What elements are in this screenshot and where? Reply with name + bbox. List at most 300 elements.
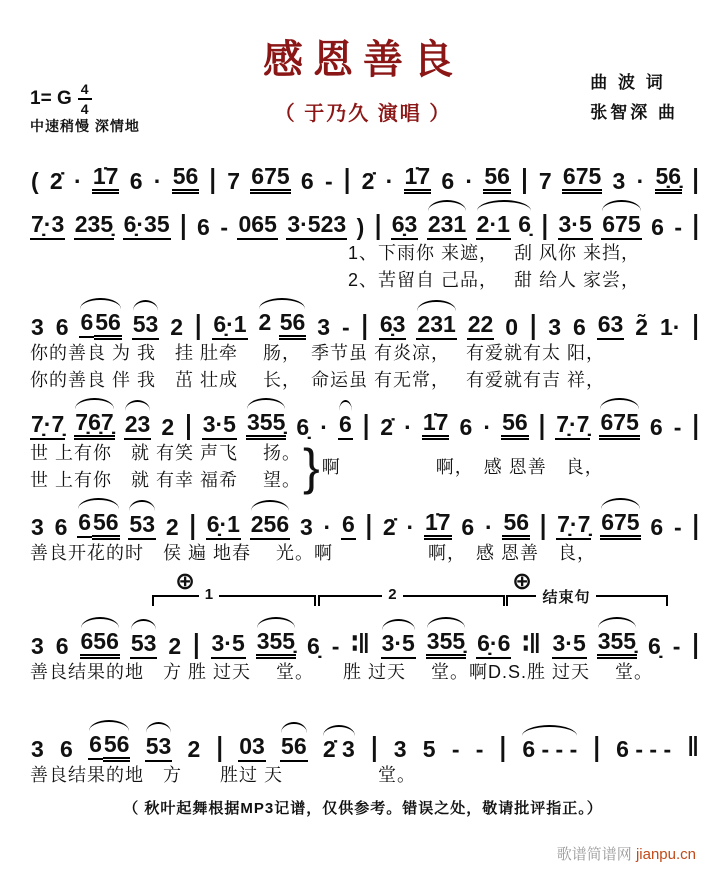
notation-cell (502, 509, 530, 540)
slur-arc (281, 722, 307, 733)
notation-cell (365, 508, 373, 540)
note-token: | (538, 408, 546, 440)
notation-cell (124, 411, 152, 440)
notation-cell (393, 736, 408, 762)
notation-cell (476, 630, 511, 659)
note-token: 0 (505, 313, 519, 340)
note-token: - (324, 167, 333, 194)
note-token: | (193, 627, 200, 659)
slur-arc (129, 500, 155, 511)
notation-cell (422, 736, 437, 762)
note-token: 7̣·7̣ (555, 411, 590, 440)
notation-cell (362, 408, 370, 440)
notation-cell (484, 514, 494, 540)
note-token: 53 (145, 733, 173, 762)
footer-note: （ 秋叶起舞根据MP3记谱，仅供参考。错误之处，敬请批评指正。） (123, 800, 603, 817)
notation-cell (440, 168, 455, 194)
notation-cell (209, 162, 217, 194)
notation-cell (323, 514, 333, 540)
notation-cell (79, 309, 121, 340)
note-token: 3 (317, 313, 331, 340)
note-token: 6 (338, 411, 353, 440)
notation-line-5 (30, 494, 700, 540)
note-token: 6 (197, 213, 210, 240)
note-token: 2̃ (635, 313, 649, 340)
note-token: ∶‖ (351, 627, 370, 659)
note-token: 3 (31, 313, 44, 340)
note-token: | (209, 162, 216, 194)
note-token: 3 (548, 313, 562, 340)
note-token: | (521, 162, 528, 194)
note-token: 3·523 (286, 211, 347, 240)
notation-cell (467, 311, 495, 340)
note-token: · (404, 413, 412, 440)
notation-cell (601, 211, 641, 240)
note-token: | (343, 162, 351, 194)
notation-cell (403, 414, 413, 440)
notation-cell (600, 509, 640, 540)
time-signature-top: 4 (78, 82, 92, 100)
notation-cell (406, 514, 416, 540)
note-token: 56 (501, 409, 529, 440)
note-token: | (361, 308, 368, 340)
system-2 (0, 194, 726, 294)
note-token: - (331, 632, 340, 659)
notation-cell (211, 630, 246, 659)
lyric-line: 善良开花的时 侯 遍 地春 光。啊 啊， 感 恩善 良， (30, 543, 597, 563)
watermark-site-name: 歌谱简谱网 (556, 846, 636, 863)
note-token: | (194, 308, 202, 340)
notation-cell (464, 168, 474, 194)
notation-cell (338, 411, 353, 440)
note-token: 6 (341, 511, 356, 540)
notation-cell (188, 508, 196, 540)
notation-cell (130, 630, 158, 659)
notation-cell (647, 633, 662, 659)
notation-cell (381, 630, 416, 659)
notation-line-1 (30, 148, 700, 194)
note-token: | (692, 308, 699, 340)
notation-line-4 (30, 394, 700, 440)
note-token: 2 (165, 513, 179, 540)
note-token: 56 (279, 309, 307, 340)
notation-cell (391, 211, 419, 240)
notation-cell (615, 736, 672, 762)
notation-cell (691, 162, 699, 194)
notation-cell (246, 409, 286, 440)
notation-cell (529, 308, 537, 340)
note-token: 56 (94, 309, 122, 340)
notation-cell (691, 308, 699, 340)
notation-cell (88, 731, 130, 762)
note-token: 1· (659, 313, 681, 340)
notation-cell (300, 168, 315, 194)
lyric-line: 你的善良 为 我 挂 肚牵 肠， 季节虽 有炎凉， 有爱就有太 阳， (30, 343, 606, 363)
notation-cell (250, 511, 290, 540)
note-token: 355̣ (597, 628, 637, 659)
notation-cell (691, 408, 699, 440)
coda-icon: ⊕ (512, 568, 533, 595)
note-token: 2̇ (49, 167, 63, 194)
note-token: 6̣ (648, 632, 661, 659)
note-token: 235̣ (74, 211, 114, 240)
notation-cell (286, 211, 347, 240)
note-token: 22 (467, 311, 495, 340)
note-token: | (374, 208, 382, 240)
volta-label-1: 1 (199, 586, 219, 603)
notation-cell (426, 628, 466, 659)
note-token: - (672, 632, 681, 659)
notation-cell (54, 514, 69, 540)
notation-cell (541, 208, 549, 240)
note-token: 6 - - - (522, 735, 578, 762)
note-token: · (320, 413, 328, 440)
notation-cell (416, 311, 456, 340)
note-token: - (475, 735, 484, 762)
notation-cell (30, 736, 45, 762)
lyric-block (30, 440, 700, 494)
notation-cell (634, 314, 649, 340)
note-token: - (220, 213, 228, 240)
note-token: | (692, 508, 699, 540)
notation-cell (187, 736, 202, 762)
slur-arc (81, 617, 119, 628)
note-token: 2 (168, 632, 182, 659)
slur-arc (125, 400, 151, 411)
note-token: · (323, 513, 332, 540)
slur-arc (601, 498, 639, 509)
note-token: 6 (79, 309, 94, 338)
notation-cell (370, 730, 378, 762)
notation-cell (424, 509, 452, 540)
watermark-domain: jianpu.cn (635, 846, 696, 863)
note-token: 355̣ (246, 409, 286, 440)
slur-arc (78, 498, 118, 509)
notation-cell (649, 414, 664, 440)
notation-cell (202, 411, 237, 440)
notation-cell (316, 314, 331, 340)
slur-arc (427, 617, 465, 628)
slur-arc (382, 619, 415, 630)
performer-subtitle: （ 于乃久 演唱 ） (274, 103, 452, 125)
notation-cell (59, 736, 74, 762)
note-token: 2 (170, 313, 184, 340)
notation-cell (385, 168, 395, 194)
note-token: 231 (427, 211, 467, 240)
note-token: ‖ (687, 730, 699, 762)
notation-cell (686, 730, 699, 762)
note-token: 1̇7 (424, 509, 452, 540)
slur-arc (602, 200, 640, 211)
slur-arc (428, 200, 466, 211)
notation-line-2 (30, 194, 700, 240)
notation-cell (361, 168, 376, 194)
note-token: 675 (601, 211, 641, 240)
notation-cell (92, 163, 120, 194)
slur-arc (600, 398, 638, 409)
note-token: 675 (599, 409, 639, 440)
slur-arc (257, 617, 295, 628)
notation-cell (184, 408, 192, 440)
notation-cell (350, 627, 370, 659)
note-token: | (371, 730, 378, 762)
notation-cell (597, 628, 637, 659)
note-token: | (362, 408, 370, 440)
slur-arc (146, 722, 172, 733)
time-signature (78, 82, 92, 116)
notation-cell (256, 628, 296, 659)
note-token: 23 (124, 411, 152, 440)
notation-cell (74, 409, 114, 440)
key-label: 1= G (30, 88, 72, 109)
notation-cell (476, 211, 532, 240)
note-token: ( (31, 167, 39, 194)
system-5 (0, 494, 726, 567)
note-token: 56 (92, 509, 120, 540)
notation-cell (673, 514, 683, 540)
notation-cell (539, 508, 547, 540)
notation-cell (379, 414, 394, 440)
note-token: 3 (299, 513, 313, 540)
notation-cell (343, 162, 351, 194)
note-token: | (185, 408, 192, 440)
note-token: 5 (422, 735, 436, 762)
slur-arc (598, 617, 636, 628)
note-token: 6 (300, 167, 314, 194)
system-3 (0, 294, 726, 394)
note-token: - (451, 735, 460, 762)
notation-cell (167, 633, 182, 659)
note-token: 6 (60, 735, 73, 762)
notation-cell (319, 414, 329, 440)
note-token: 231 (416, 311, 456, 340)
note-token: 56 (280, 733, 308, 762)
note-token: 675 (250, 163, 290, 194)
notation-line-7 (30, 716, 700, 762)
notation-cell (599, 409, 639, 440)
slur-arc (75, 398, 113, 409)
note-token: | (541, 208, 549, 240)
note-token: 2̇ (380, 413, 394, 440)
note-token: 53 (130, 630, 158, 659)
header (0, 0, 726, 148)
notation-cell (520, 162, 528, 194)
notation-cell (379, 311, 407, 340)
notation-cell (538, 408, 546, 440)
notation-cell (483, 163, 511, 194)
slur-arc (522, 725, 577, 736)
note-token: 56 (483, 163, 511, 194)
ending-bracket (506, 589, 668, 606)
coda-icon: ⊕ (175, 568, 196, 595)
note-token: · (406, 513, 415, 540)
notation-cell (341, 511, 356, 540)
notation-cell (691, 627, 699, 659)
tempo-marking: 中速稍慢 深情地 (30, 118, 140, 134)
note-token: 6 (88, 731, 103, 760)
note-token: 6 (54, 513, 68, 540)
note-token: · (73, 167, 82, 194)
notation-cell (382, 514, 397, 540)
notation-cell (123, 211, 171, 240)
notation-cell (172, 163, 200, 194)
notation-cell (427, 211, 467, 240)
notation-cell (219, 214, 229, 240)
notation-cell (306, 633, 321, 659)
note-token: 6̣·1 (206, 511, 241, 540)
notation-cell (30, 633, 45, 659)
notation-cell (258, 309, 307, 340)
note-token: · (485, 513, 493, 540)
notation-cell (30, 314, 45, 340)
notation-cell (547, 314, 562, 340)
notation-cell (636, 168, 646, 194)
note-token: 53 (128, 511, 156, 540)
note-token: 3·5 (381, 630, 416, 659)
notation-cell (475, 736, 485, 762)
note-token: 3·5 (211, 630, 246, 659)
notation-cell (129, 168, 144, 194)
notation-cell (49, 168, 64, 194)
note-token: 6̣·1 (212, 311, 247, 340)
notation-cell (160, 414, 175, 440)
note-token: 6 (649, 413, 663, 440)
lyric-line: 善良结果的地 方 胜 过天 堂。 胜 过天 堂。啊D.S.胜 过天 堂。 (30, 662, 654, 682)
note-token: 3 (393, 735, 407, 762)
slur-arc (417, 300, 455, 311)
note-token: 355̣ (426, 628, 466, 659)
note-token: | (180, 208, 187, 240)
note-token: | (692, 408, 699, 440)
note-token: 6̣ (296, 413, 310, 440)
notation-cell (295, 414, 310, 440)
slur-arc (80, 298, 120, 309)
system-1 (0, 148, 726, 194)
notation-cell (374, 208, 382, 240)
notation-cell (538, 168, 553, 194)
notation-cell (361, 308, 369, 340)
note-token: 7̣·7̣ (556, 511, 591, 540)
note-token: 6 (441, 167, 455, 194)
note-token: - (674, 213, 683, 240)
note-token: 56 (103, 731, 131, 762)
notation-cell (194, 308, 202, 340)
note-token: 1̇7 (422, 409, 450, 440)
note-token: 656 (80, 628, 120, 659)
note-token: 56 (502, 509, 530, 540)
note-token: 6 (129, 167, 143, 194)
notation-cell (250, 163, 290, 194)
slur-arc (133, 300, 159, 311)
note-token: | (593, 730, 600, 762)
credits (590, 68, 678, 128)
notation-cell (521, 736, 578, 762)
slur-arc (339, 400, 352, 411)
note-token: 6 (651, 213, 664, 240)
note-token: - (341, 313, 350, 340)
notation-cell (673, 414, 683, 440)
notation-cell (55, 314, 70, 340)
notation-cell (55, 633, 70, 659)
notation-cell (597, 311, 625, 340)
note-token: 2̇ 3 (322, 735, 355, 762)
system-7 (0, 716, 726, 789)
song-title: 感恩善良 (263, 38, 463, 82)
note-token: 6 (461, 513, 475, 540)
note-token: 7 (538, 167, 552, 194)
lyric-line: 你的善良 伴 我 茁 壮成 长， 命运虽 有无常， 有爱就有吉 祥， (30, 370, 606, 390)
notation-cell (238, 733, 266, 762)
note-token: 6 (459, 413, 473, 440)
notation-cell (451, 736, 461, 762)
notation-cell (226, 168, 241, 194)
lyric-line: 啊 啊， 感 恩善 良， (321, 456, 604, 477)
note-token: 065 (237, 211, 277, 240)
note-token: 6 (77, 509, 92, 538)
note-token: 3·5 (558, 211, 593, 240)
volta-bracket-1 (152, 586, 316, 606)
notation-cell (30, 411, 65, 440)
notation-cell (558, 211, 593, 240)
notation-cell (153, 168, 163, 194)
notation-cell (612, 168, 627, 194)
notation-cell (299, 514, 314, 540)
note-token: 3 (31, 735, 44, 762)
note-token: - (673, 413, 682, 440)
note-token: 675 (562, 163, 602, 194)
notation-cell (341, 314, 351, 340)
note-token: · (385, 167, 394, 194)
slur-arc (247, 398, 285, 409)
notation-cell (30, 211, 65, 240)
note-token: · (636, 167, 645, 194)
notation-cell (331, 633, 341, 659)
notation-cell (499, 730, 507, 762)
notation-cell (179, 208, 187, 240)
note-token: | (529, 308, 537, 340)
note-token: 56 (172, 163, 200, 194)
note-token: 3 (31, 513, 44, 540)
note-token: 5̣6̣ (655, 163, 683, 194)
system-6 (0, 613, 726, 686)
notation-cell (673, 214, 683, 240)
notation-cell (128, 511, 156, 540)
lyric-brace: } (303, 439, 320, 495)
notation-cell (237, 211, 277, 240)
notation-cell (77, 509, 119, 540)
slur-arc (477, 200, 531, 211)
note-token: 2 (187, 735, 201, 762)
note-token: 2̇ (361, 167, 375, 194)
notation-cell (555, 411, 590, 440)
lyric-stack (30, 440, 301, 494)
composer-credit: 张智深 曲 (590, 103, 678, 122)
note-token: 6̣3 (391, 211, 419, 240)
notation-cell (74, 211, 114, 240)
note-token: 6 (55, 313, 69, 340)
notation-line-3 (30, 294, 700, 340)
slur-arc (259, 298, 306, 309)
notation-cell (692, 208, 700, 240)
volta-row (0, 568, 726, 613)
lyric-line: 善良结果的地 方 胜过 天 堂。 (30, 765, 416, 785)
note-token: 355̣ (256, 628, 296, 659)
notation-cell (501, 409, 529, 440)
note-token: | (189, 508, 196, 540)
note-token: 7̣6̣7̣ (74, 409, 114, 440)
notation-cell (212, 311, 247, 340)
notation-cell (482, 414, 492, 440)
